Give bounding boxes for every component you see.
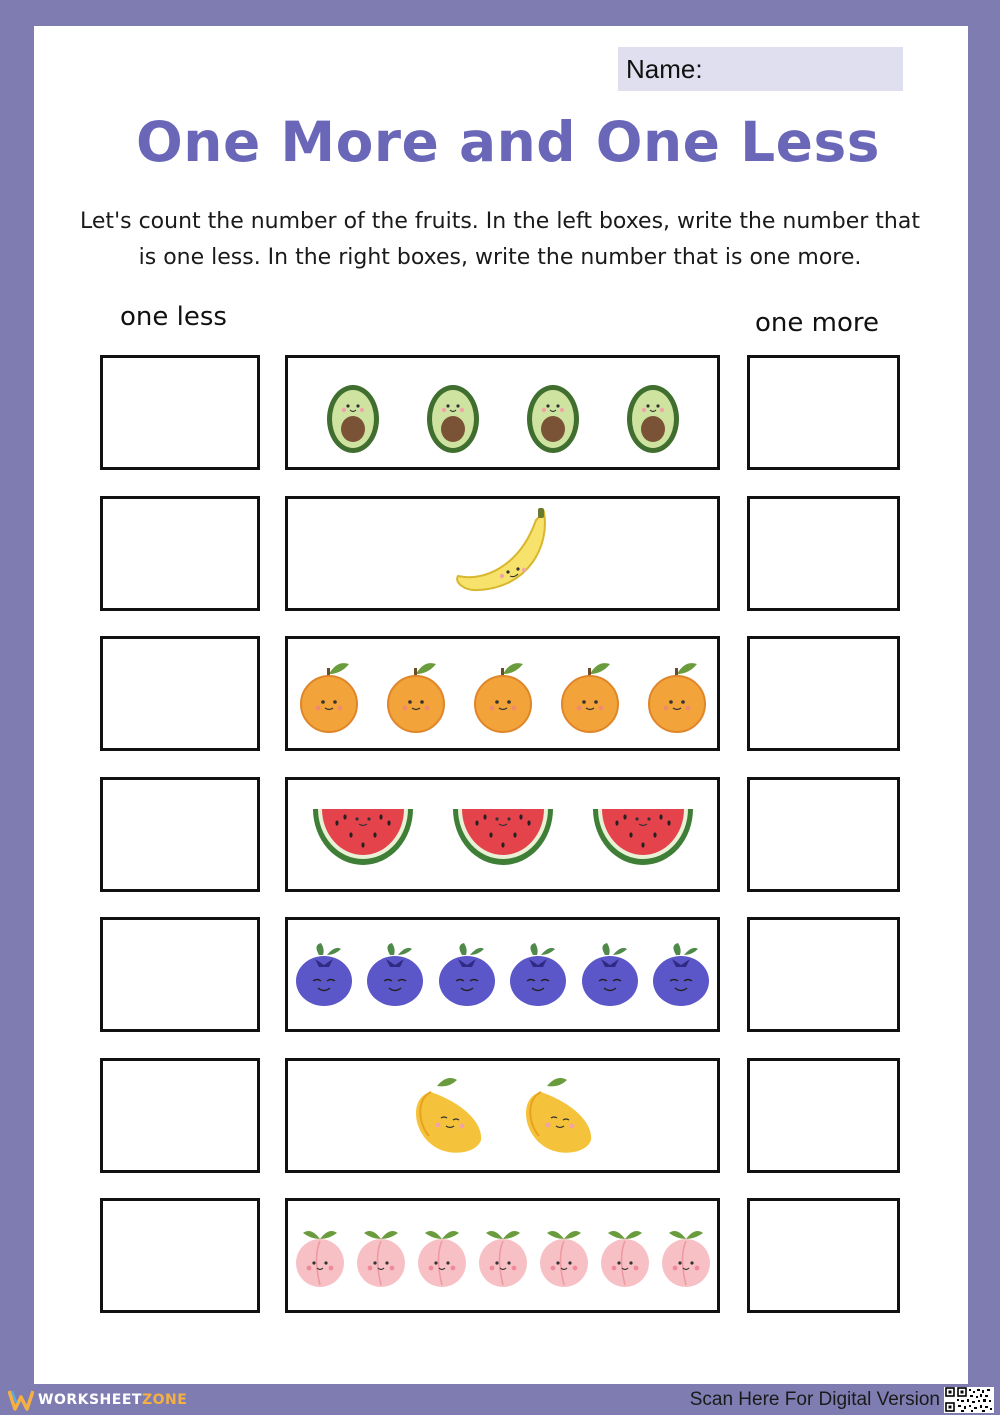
banana-icon (448, 506, 558, 601)
avocado-icon (517, 369, 589, 457)
brand-name: WORKSHEETZONE (38, 1391, 188, 1408)
column-label-one-more: one more (755, 308, 879, 338)
blueberry-icon (364, 941, 426, 1009)
name-label: Name: (626, 54, 703, 84)
column-label-one-less: one less (120, 302, 227, 332)
one-less-answer-box[interactable] (100, 636, 260, 751)
watermelon-icon (307, 795, 419, 875)
instructions: Let's count the number of the fruits. In the left boxes, write the number that is one less. In the right boxes, write the number that is one more. (80, 209, 920, 270)
blueberry-icon (436, 941, 498, 1009)
avocado-icon (417, 369, 489, 457)
peach-icon (293, 1223, 347, 1289)
mango-icon (517, 1074, 599, 1158)
one-less-answer-box[interactable] (100, 917, 260, 1032)
fruit-count-box (285, 777, 720, 892)
scan-text: Scan Here For Digital Version (689, 1389, 940, 1410)
fruit-count-box (285, 496, 720, 611)
peach-icon (354, 1223, 408, 1289)
worksheetzone-logo-icon (8, 1389, 34, 1411)
orange-icon (467, 654, 539, 734)
one-more-answer-box[interactable] (747, 636, 900, 751)
one-more-answer-box[interactable] (747, 1058, 900, 1173)
fruit-count-box (285, 917, 720, 1032)
blueberry-icon (650, 941, 712, 1009)
one-less-answer-box[interactable] (100, 496, 260, 611)
peach-icon (598, 1223, 652, 1289)
peach-icon (476, 1223, 530, 1289)
one-less-answer-box[interactable] (100, 1198, 260, 1313)
page-title: One More and One Less (136, 110, 880, 174)
one-more-answer-box[interactable] (747, 917, 900, 1032)
peach-icon (415, 1223, 469, 1289)
orange-icon (554, 654, 626, 734)
one-less-answer-box[interactable] (100, 777, 260, 892)
qr-code-icon[interactable] (944, 1387, 994, 1413)
one-more-answer-box[interactable] (747, 496, 900, 611)
watermelon-icon (447, 795, 559, 875)
blueberry-icon (507, 941, 569, 1009)
orange-icon (293, 654, 365, 734)
fruit-count-box (285, 636, 720, 751)
avocado-icon (617, 369, 689, 457)
one-more-answer-box[interactable] (747, 777, 900, 892)
one-more-answer-box[interactable] (747, 1198, 900, 1313)
peach-icon (537, 1223, 591, 1289)
watermelon-icon (587, 795, 699, 875)
blueberry-icon (579, 941, 641, 1009)
blueberry-icon (293, 941, 355, 1009)
fruit-count-box (285, 355, 720, 470)
one-less-answer-box[interactable] (100, 355, 260, 470)
brand-logo (8, 1384, 187, 1415)
fruit-count-box (285, 1198, 720, 1313)
orange-icon (380, 654, 452, 734)
peach-icon (659, 1223, 713, 1289)
name-field[interactable] (618, 47, 903, 91)
mango-icon (407, 1074, 489, 1158)
one-less-answer-box[interactable] (100, 1058, 260, 1173)
one-more-answer-box[interactable] (747, 355, 900, 470)
orange-icon (641, 654, 713, 734)
avocado-icon (317, 369, 389, 457)
fruit-count-box (285, 1058, 720, 1173)
